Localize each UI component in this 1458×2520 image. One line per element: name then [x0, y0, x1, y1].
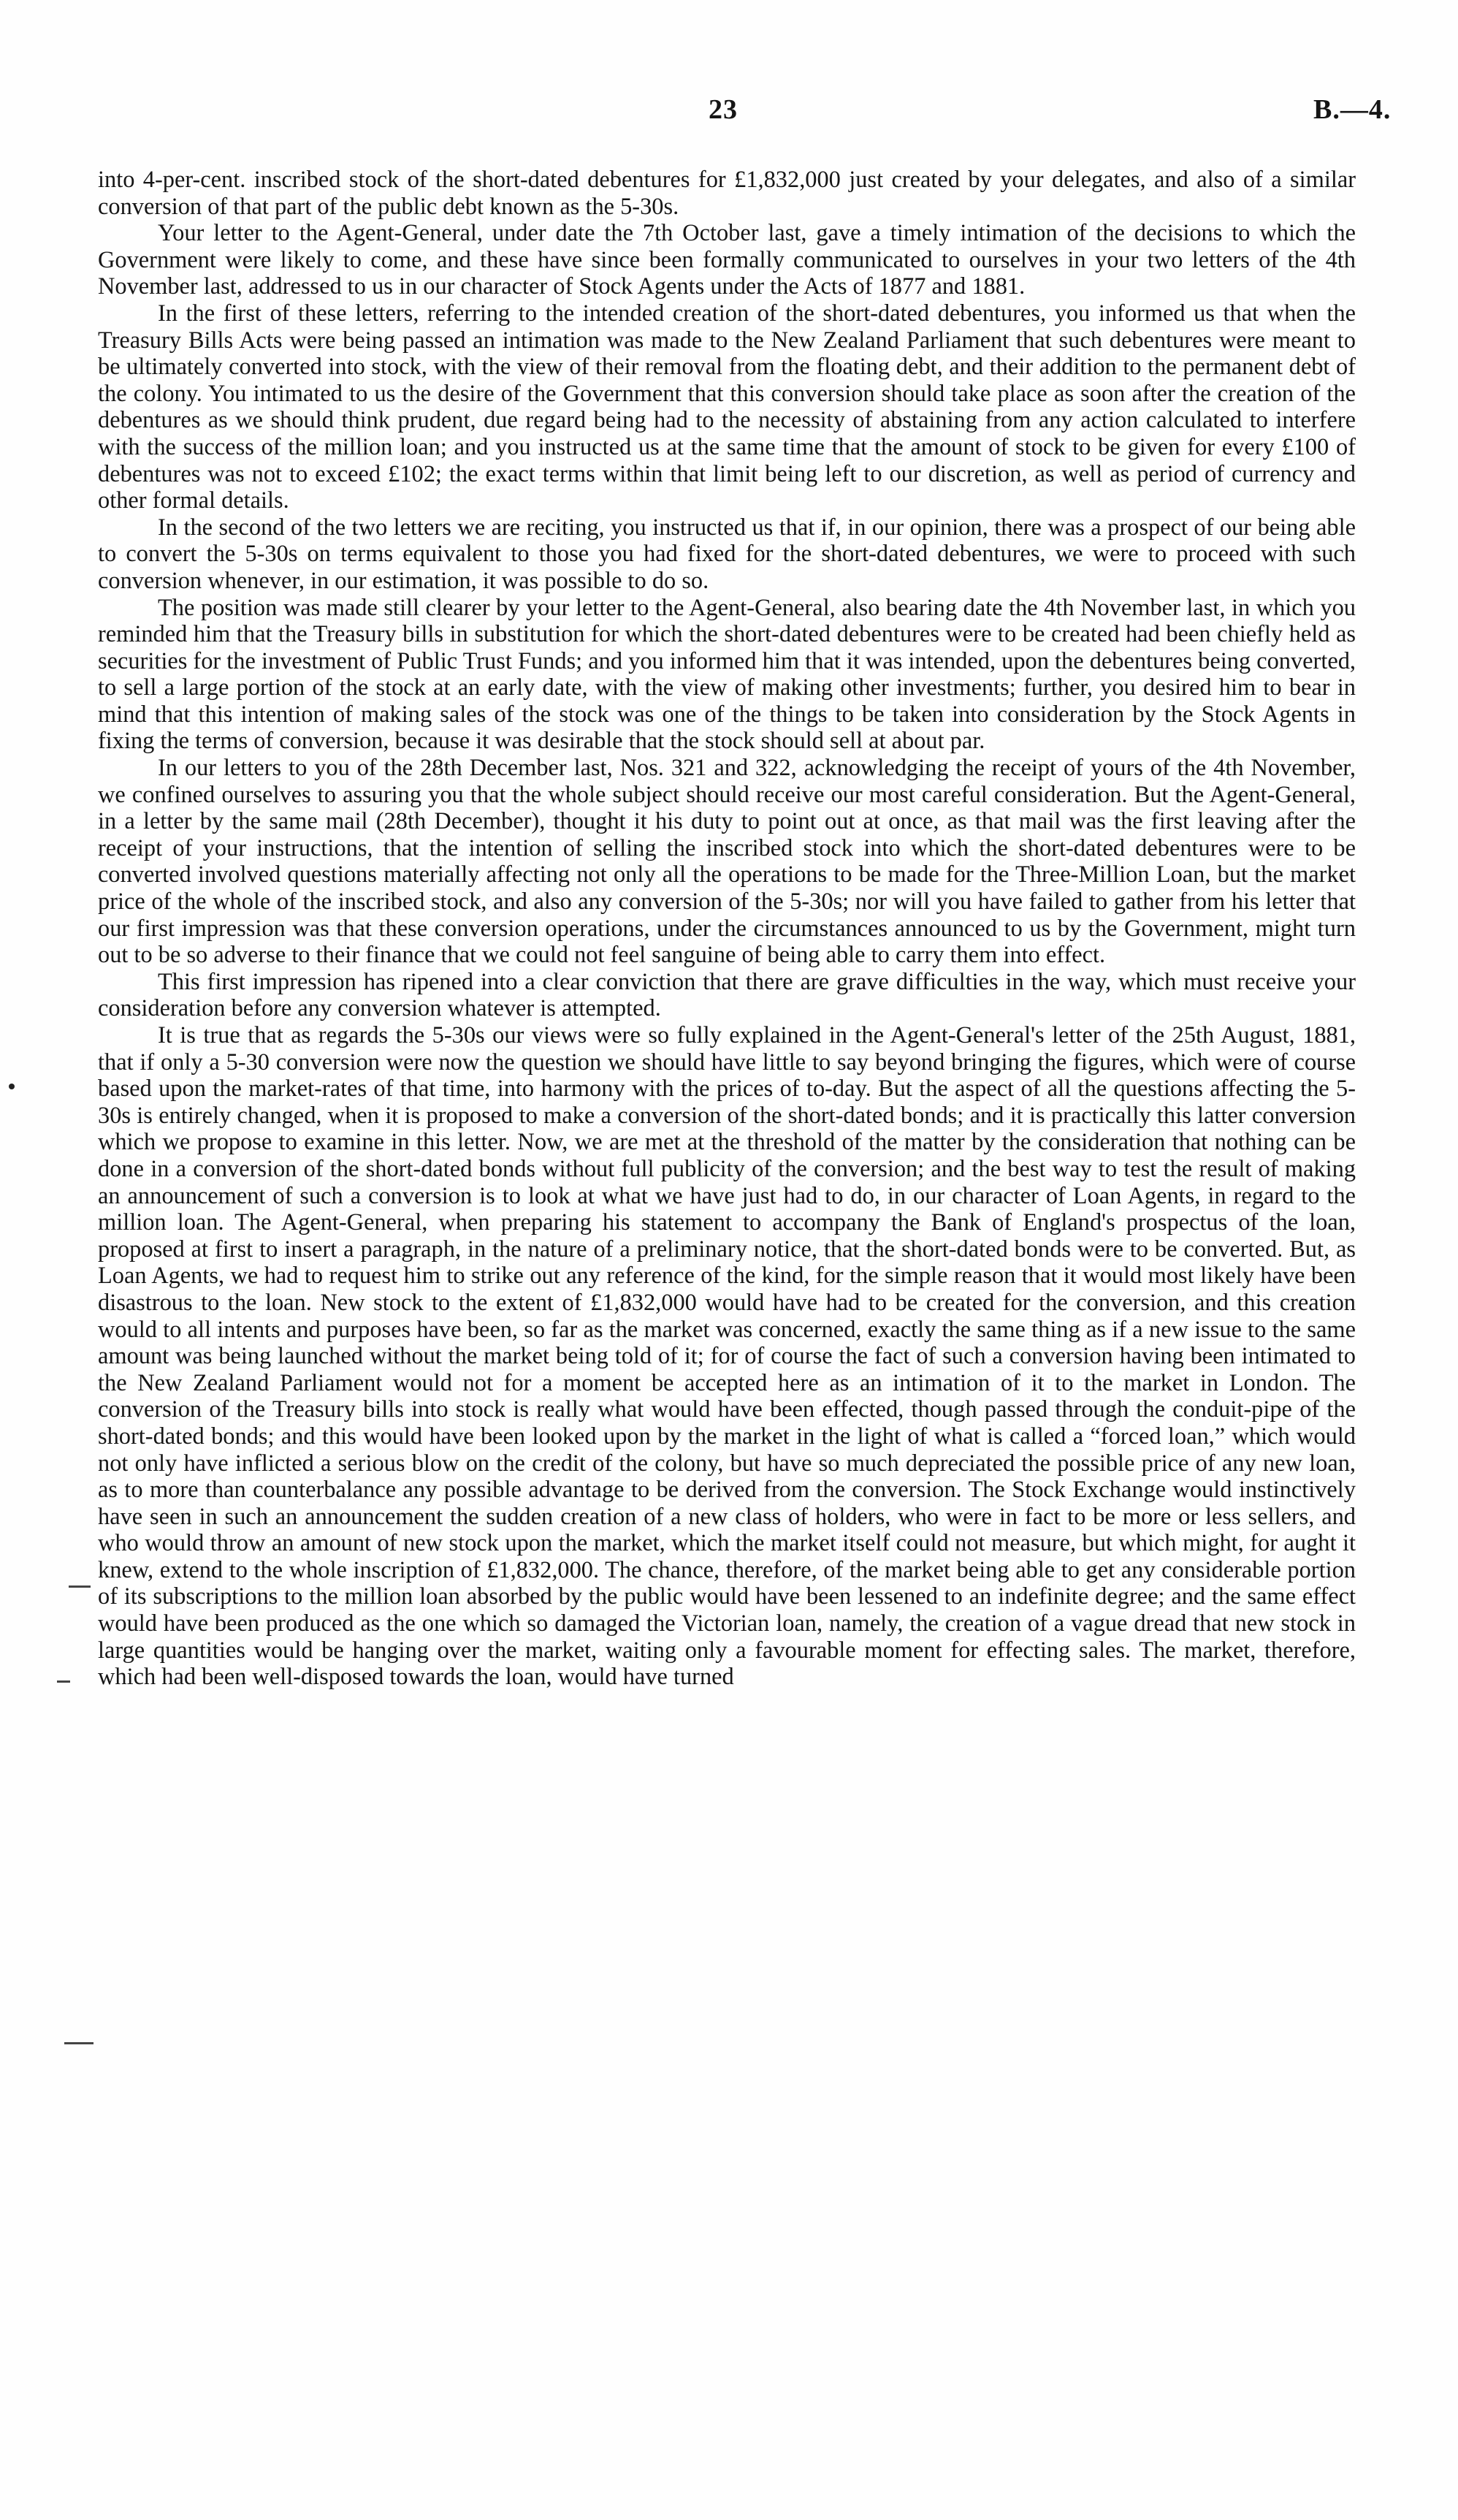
- paragraph: In the second of the two letters we are reciting, you instructed us that if, in our opinion, there was a prospect of our being able to convert the 5-30s on terms equivalent to those you had fixed for the short-dated debentures, we were to proceed with such conversion whenever, in our estimation, it was possible to do so.: [98, 514, 1356, 594]
- document-reference: B.—4.: [1313, 94, 1392, 125]
- page-header: [0, 94, 1458, 137]
- margin-dot-mark: [9, 1084, 15, 1089]
- page-number: 23: [709, 94, 738, 125]
- paragraph: In our letters to you of the 28th December last, Nos. 321 and 322, acknowledging the receipt of yours of the 4th November, we confined ourselves to assuring you that the whole subject should receive our most careful consideration. But the Agent-General, in a letter by the same mail (28th December), thought it his duty to point out at once, as that mail was the first leaving after the receipt of your instructions, that the intention of selling the inscribed stock into which the short-dated debentures were to be converted involved questions materially affecting not only all the operations to be made for the Three-Million Loan, but the market price of the whole of the inscribed stock, and also any conversion of the 5-30s; nor will you have failed to gather from his letter that our first impression was that these conversion operations, under the circumstances announced to us by the Government, might turn out to be so adverse to their finance that we could not feel sanguine of being able to carry them into effect.: [98, 755, 1356, 969]
- paragraph: It is true that as regards the 5-30s our views were so fully explained in the Agent-General's letter of the 25th August, 1881, that if only a 5-30 conversion were now the question we should have little to say beyond bringing the figures, which were of course based upon the market-rates of that time, into harmony with the prices of to-day. But the aspect of all the questions affecting the 5-30s is entirely changed, when it is proposed to make a conversion of the short-dated bonds; and it is practically this latter conversion which we propose to examine in this letter. Now, we are met at the threshold of the matter by the consideration that nothing can be done in a conversion of the short-dated bonds without full publicity of the conversion; and the best way to test the result of making an announcement of such a conversion is to look at what we have just had to do, in our character of Loan Agents, in regard to the million loan. The Agent-General, when preparing his statement to accompany the Bank of England's prospectus of the loan, proposed at first to insert a paragraph, in the nature of a preliminary notice, that the short-dated bonds were to be converted. But, as Loan Agents, we had to request him to strike out any reference of the kind, for the simple reason that it would most likely have been disastrous to the loan. New stock to the extent of £1,832,000 would have had to be created for the conversion, and this creation would to all intents and purposes have been, so far as the market was concerned, exactly the same thing as if a new issue to the same amount was being launched without the market being told of it; for of course the fact of such a conversion having been intimated to the New Zealand Parliament would not for a moment be accepted here as an intimation of it to the market in London. The conversion of the Treasury bills into stock is really what would have been effected, though passed through the conduit-pipe of the short-dated bonds; and this would have been looked upon by the market in the light of what is called a “forced loan,” which would not only have inflicted a serious blow on the credit of the colony, but have so much depreciated the possible price of any new loan, as to more than counterbalance any possible advantage to be derived from the conversion. The Stock Exchange would instinctively have seen in such an announcement the sudden creation of a new class of holders, who were in fact to be more or less sellers, and who would throw an amount of new stock upon the market, which the market itself could not measure, but which might, for aught it knew, extend to the whole inscription of £1,832,000. The chance, therefore, of the market being able to get any considerable portion of its subscriptions to the million loan absorbed by the public would have been lessened to an indefinite degree; and the same effect would have been produced as the one which so damaged the Victorian loan, namely, the creation of a vague dread that new stock in large quantities would be hanging over the market, waiting only a favourable moment for effecting sales. The market, therefore, which had been well-disposed towards the loan, would have turned: [98, 1022, 1356, 1691]
- paragraph: The position was made still clearer by your letter to the Agent-General, also bearing date the 4th November last, in which you reminded him that the Treasury bills in substitution for which the short-dated debentures were to be created had been chiefly held as securities for the investment of Public Trust Funds; and you informed him that it was intended, upon the debentures being converted, to sell a large portion of the stock at an early date, with the view of making other investments; further, you desired him to bear in mind that this intention of making sales of the stock was one of the things to be taken into consideration by the Stock Agents in fixing the terms of conversion, because it was desirable that the stock should sell at about par.: [98, 594, 1356, 755]
- paragraph: Your letter to the Agent-General, under date the 7th October last, gave a timely intimation of the decisions to which the Government were likely to come, and these have since been formally communicated to ourselves in your two letters of the 4th November last, addressed to us in our character of Stock Agents under the Acts of 1877 and 1881.: [98, 220, 1356, 300]
- paragraph: In the first of these letters, referring to the intended creation of the short-dated debentures, you informed us that when the Treasury Bills Acts were being passed an intimation was made to the New Zealand Parliament that such debentures were meant to be ultimately converted into stock, with the view of their removal from the floating debt, and their addition to the permanent debt of the colony. You intimated to us the desire of the Government that this conversion should take place as soon after the creation of the debentures as we should think prudent, due regard being had to the necessity of abstaining from any action calculated to interfere with the success of the million loan; and you instructed us at the same time that the amount of stock to be given for every £100 of debentures was not to exceed £102; the exact terms within that limit being left to our discretion, as well as period of currency and other formal details.: [98, 300, 1356, 514]
- paragraph: This first impression has ripened into a clear conviction that there are grave difficulties in the way, which must receive your consideration before any conversion whatever is attempted.: [98, 968, 1356, 1022]
- margin-dash-mark: [64, 2042, 93, 2044]
- letter-body: [98, 167, 1356, 1691]
- paragraph-continuation: into 4-per-cent. inscribed stock of the short-dated debentures for £1,832,000 just created by your delegates, and also of a similar conversion of that part of the public debt known as the 5-30s.: [98, 167, 1356, 220]
- margin-dash-mark: [57, 1680, 70, 1683]
- margin-dash-mark: [69, 1586, 91, 1588]
